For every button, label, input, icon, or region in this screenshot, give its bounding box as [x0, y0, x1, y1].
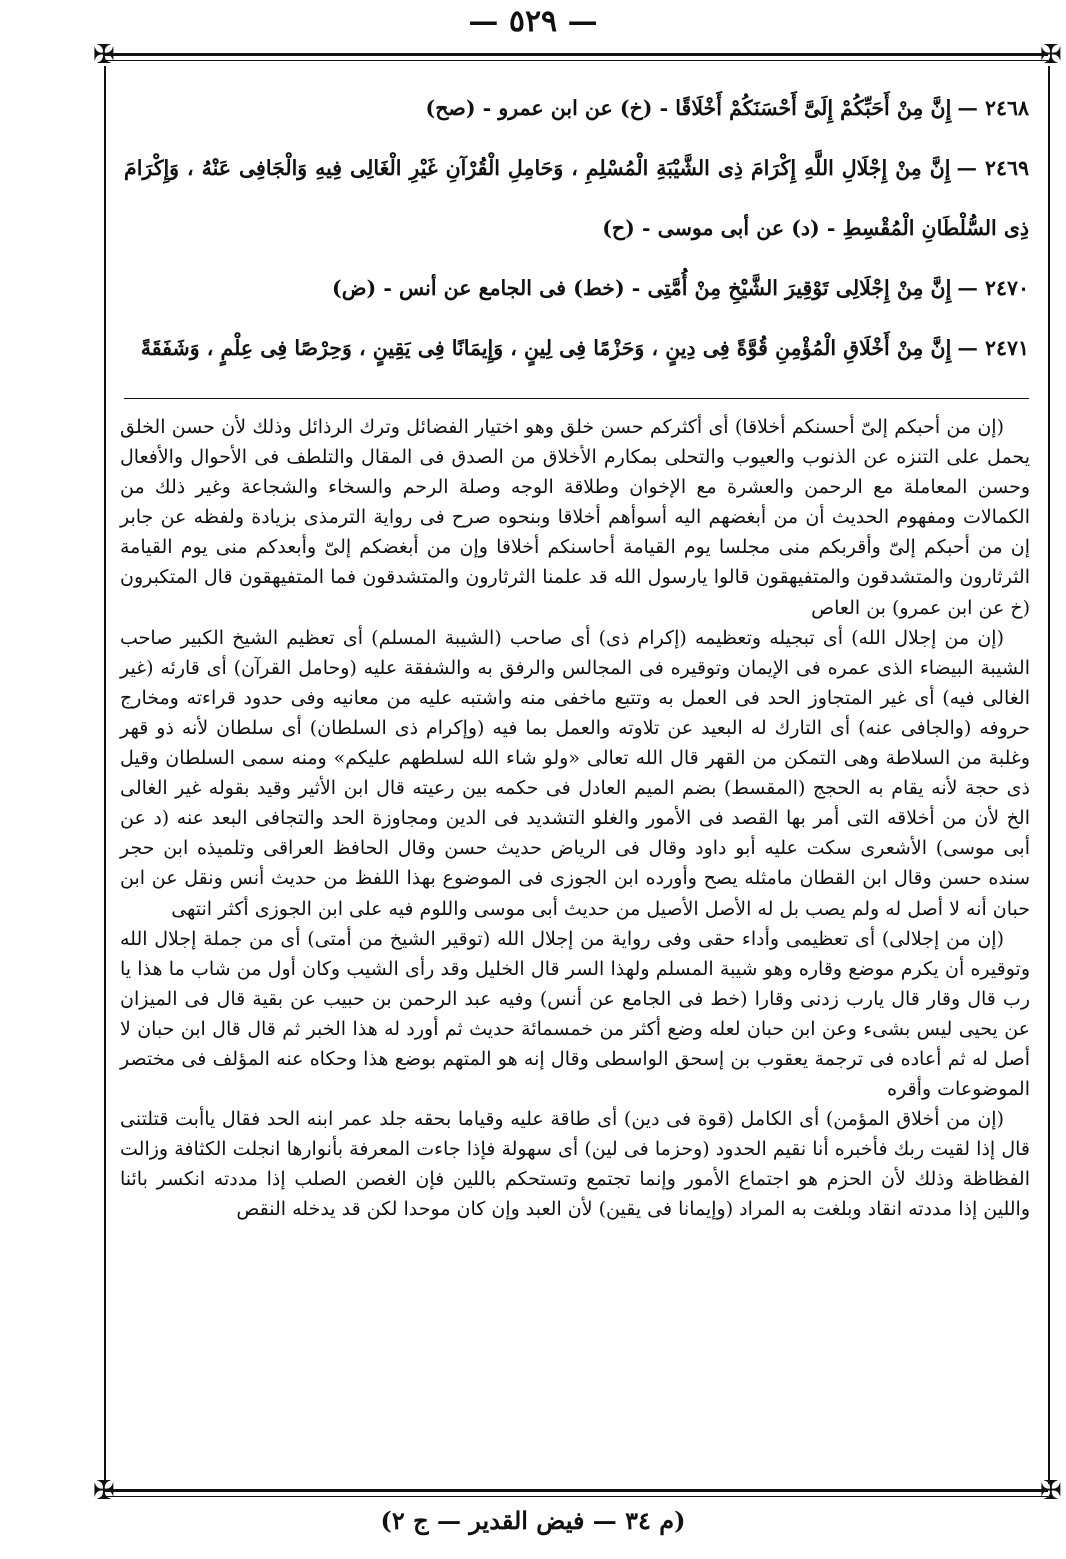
commentary-paragraph: (إن من إجلالى) أى تعظيمى وأداء حقى وفى رواية من إجلال الله (توقير الشيخ من أمتى) أى من جملة إجلال الله وتوقيره أن يكرم موضع وقاره وهو شيبة المسلم ولهذا السر قال الخليل وقد رأى الشيب وكان أول من شاب ما هذا يا رب قال وقار قال يارب زدنى وقارا (خط فى الجامع عن أنس) وفيه عبد الرحمن بن حبيب عن بقية قال فى الميزان عن يحيى ليس بشىء وعن ابن حبان لعله وضع أكثر من خمسمائة حديث ثم أورد له هذا الخبر ثم قال قال ابن حبان لا أصل له ثم أعاده فى ترجمة يعقوب بن إسحق الواسطى وقال إنه هو المتهم بوضع هذا وحكاه عنه المؤلف فى مختصر الموضوعات وأقره: [120, 927, 1030, 1101]
hadith-number: ٢٤٧٠ —: [957, 276, 1029, 300]
section-divider: [124, 398, 1029, 399]
hadith-number: ٢٤٦٨ —: [957, 96, 1029, 120]
hadith-text: إِنَّ مِنْ إِجْلَالِ اللَّهِ إِكْرَامَ ذِى الشَّيْبَةِ الْمُسْلِمِ ، وَحَامِلِ الْقُرْآنِ غَيْرِ الْغَالِى فِيهِ وَالْجَافِى عَنْهُ ، وَإِكْرَامَ ذِى السُّلْطَانِ الْمُقْسِطِ - (د) عن أبى موسى - (ح): [124, 156, 1029, 240]
hadith-item: [124, 78, 1029, 138]
page-number: — ٥٢٩ —: [468, 4, 598, 39]
bottom-border-rule-thin: [104, 1496, 1048, 1497]
hadith-block: [124, 78, 1029, 378]
top-border-rule-thin: [104, 60, 1048, 61]
corner-ornament-top-right-icon: ✠: [1040, 40, 1062, 70]
hadith-text: إِنَّ مِنْ إِجْلَالِى تَوْقِيرَ الشَّيْخِ مِنْ أُمَّتِى - (خط) فى الجامع عن أنس - (ض): [332, 276, 952, 300]
corner-ornament-bottom-right-icon: ✠: [1040, 1476, 1062, 1506]
hadith-number: ٢٤٦٩ —: [956, 156, 1030, 180]
right-border-rule: [1048, 66, 1050, 1484]
hadith-item: [124, 138, 1029, 258]
commentary-paragraph: (إن من أخلاق المؤمن) أى الكامل (قوة فى دين) أى طاقة عليه وقياما بحقه جلد عمر ابنه الحد فقال ياأبت قتلتنى قال إذا لقيت ربك فأخبره أنا نقيم الحدود (وحزما فى لين) أى سهولة فإذا جاءت المعرفة بأنوارها انجلت الكثافة وزالت الفظاظة وذلك لأن الحزم هو اجتماع الأمور وإنما تجتمع وتستحكم باللين فإن الغصن الصلب إذا مددته انكسر بائنا واللين إذا مددته انقاد وبلغت به المراد (وإيمانا فى يقين) لأن العبد وإن كان موحدا لكن قد يدخله النقص: [120, 1108, 1030, 1221]
hadith-text: إِنَّ مِنْ أَخْلَاقِ الْمُؤْمِنِ قُوَّةً فِى دِينٍ ، وَحَزْمًا فِى لِينٍ ، وَإِيمَانًا فِى يَقِينٍ ، وَحِرْصًا فِى عِلْمٍ ، وَشَفَقَةً: [140, 336, 952, 360]
commentary-paragraph: (إن من أحبكم إلىّ أحسنكم أخلاقا) أى أكثركم حسن خلق وهو اختيار الفضائل وترك الرذائل وذلك لأن حسن الخلق يحمل على التنزه عن الذنوب والعيوب والتحلى بمكارم الأخلاق من الصدق فى المقال والتلطف فى الأحوال والأفعال وحسن المعاملة مع الرحمن والعشرة مع الإخوان وطلاقة الوجه وصلة الرحم والسخاء والشجاعة وغير ذلك من الكمالات ومفهوم الحديث أن من أبغضهم اليه أسوأهم أخلاقا وبنحوه صرح فى رواية الترمذى بزيادة ولفظه عن جابر إن من أحبكم إلىّ وأقربكم منى مجلسا يوم القيامة أحاسنكم أخلاقا وإن من أبغضكم إلىّ وأبعدكم منى يوم القيامة الثرثارون والمتشدقون والمتفيهقون قالوا يارسول الله قد علمنا الثرثارون والمتشدقون فما المتفيهقون قال المتكبرون (خ عن ابن عمرو) بن العاص: [120, 416, 1030, 619]
top-border-rule: [104, 53, 1048, 56]
hadith-text: إِنَّ مِنْ أَحَبِّكُمْ إِلَىَّ أَحْسَنَكُمْ أَخْلَاقًا - (خ) عن ابن عمرو - (صح): [425, 96, 952, 120]
bottom-border-rule: [104, 1489, 1048, 1492]
commentary-paragraph: (إن من إجلال الله) أى تبجيله وتعظيمه (إكرام ذى) أى صاحب (الشيبة المسلم) أى تعظيم الشيخ الكبير صاحب الشيبة البيضاء الذى عمره فى الإيمان وتوقيره فى المجالس والرفق به والشفقة عليه (وحامل القرآن) أى قارئه (غير الغالى فيه) أى غير المتجاوز الحد فى العمل به وتتبع ماخفى منه واشتبه عليه من معانيه وفى حدود قراءته ومخارج حروفه (والجافى عنه) أى التارك له البعيد عن تلاوته والعمل بما فيه (وإكرام ذى السلطان) أى سلطان لأنه ذو قهر وغلبة من السلاطة وهى التمكن من القهر قال الله تعالى «ولو شاء الله لسلطهم عليكم» ومنه سمى السلطان وقيل ذى حجة لأنه يقام به الحجج (المقسط) بضم الميم العادل فى حكمه بين رعيته قال ابن الأثير وقيد بقوله غير الغالى الخ لأن من أخلاقه التى أمر بها القصد فى الأمور والغلو التشديد فى الدين ومجاوزة الحد والتجافى البعد عنه (د عن أبى موسى) الأشعرى سكت عليه أبو داود وقال فى الرياض حديث حسن وقال الحافظ العراقى وتلميذه ابن حجر سنده حسن وقال ابن القطان مامثله يصح وأورده ابن الجوزى فى الموضوع بهذا اللفظ من حديث أنس ونقل عن ابن حبان أنه لا أصل له ولم يصب بل له الأصل الأصيل من حديث أبى موسى واللوم فيه على ابن الجوزى أكثر انتهى: [120, 626, 1030, 920]
commentary: [120, 412, 1030, 1225]
hadith-item: [124, 258, 1029, 318]
corner-ornament-top-left-icon: ✠: [93, 40, 115, 70]
left-border-rule: [104, 66, 106, 1484]
footer-signature: (م ٣٤ — فيض القدير — ج ٢): [380, 1506, 686, 1535]
corner-ornament-bottom-left-icon: ✠: [93, 1476, 115, 1506]
hadith-number: ٢٤٧١ —: [957, 336, 1029, 360]
hadith-item: [124, 318, 1029, 378]
